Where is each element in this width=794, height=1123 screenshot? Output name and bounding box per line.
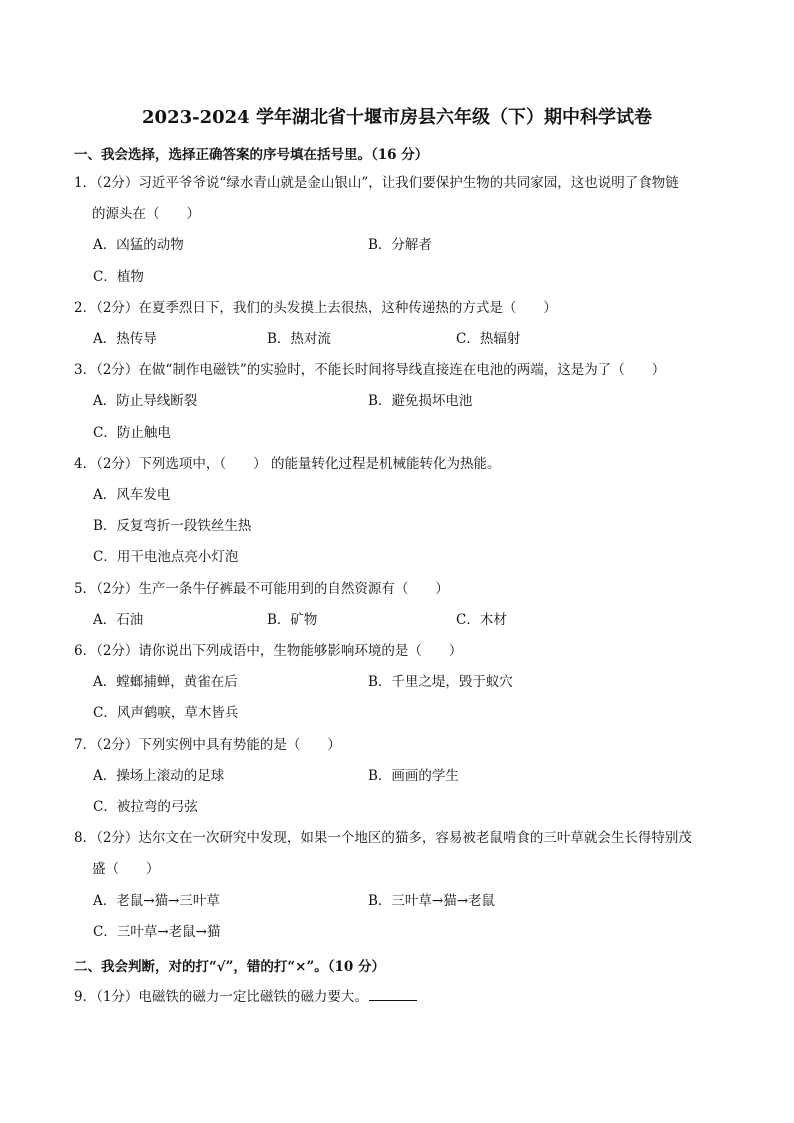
section-heading-2: 二、我会判断，对的打“√”，错的打“×”。（10 分） <box>74 959 385 975</box>
question-5-option-c: C．木材 <box>456 612 507 628</box>
question-7-option-b: B．画画的学生 <box>368 768 459 784</box>
question-4-option-a: A．风车发电 <box>93 487 171 503</box>
question-5-option-b: B．矿物 <box>267 612 318 628</box>
question-7-option-c: C．被拉弯的弓弦 <box>93 799 198 815</box>
question-3-option-b: B．避免损坏电池 <box>368 393 473 409</box>
question-3-stem: 3．（2分）在做“制作电磁铁”的实验时，不能长时间将导线直接连在电池的两端，这是为了（ ） <box>74 362 666 378</box>
section-heading-1: 一、我会选择，选择正确答案的序号填在括号里。（16 分） <box>74 147 429 163</box>
question-6-option-c: C．风声鹤唳，草木皆兵 <box>93 705 239 721</box>
question-7-option-a: A．操场上滚动的足球 <box>93 768 225 784</box>
question-6-option-a: A．螳螂捕蝉，黄雀在后 <box>93 674 238 690</box>
question-4-option-c: C．用干电池点亮小灯泡 <box>93 549 239 565</box>
question-2-option-a: A．热传导 <box>93 331 157 347</box>
answer-blank[interactable] <box>369 986 417 1001</box>
question-9-stem: 9．（1分）电磁铁的磁力一定比磁铁的磁力要大。 <box>74 989 368 1005</box>
question-8-option-b: B．三叶草→猫→老鼠 <box>368 893 496 909</box>
question-8-option-c: C．三叶草→老鼠→猫 <box>93 924 221 940</box>
question-1-stem: 1．（2分）习近平爷爷说“绿水青山就是金山银山”，让我们要保护生物的共同家园，这也说明了食物链 <box>74 175 679 191</box>
question-3-option-a: A．防止导线断裂 <box>93 393 198 409</box>
question-4-option-b: B．反复弯折一段铁丝生热 <box>93 518 252 534</box>
question-1-option-a: A．凶猛的动物 <box>93 237 184 253</box>
question-1-stem-cont: 的源头在（ ） <box>92 206 200 222</box>
question-8-stem-cont: 盛（ ） <box>92 861 160 877</box>
question-8-option-a: A．老鼠→猫→三叶草 <box>93 893 220 909</box>
question-1-option-c: C．植物 <box>93 269 144 285</box>
page-title: 2023-2024 学年湖北省十堰市房县六年级（下）期中科学试卷 <box>142 107 652 128</box>
question-9-line <box>74 986 417 1006</box>
question-2-option-b: B．热对流 <box>267 331 331 347</box>
question-8-stem: 8．（2分）达尔文在一次研究中发现，如果一个地区的猫多，容易被老鼠啃食的三叶草就会生长得特别茂 <box>74 830 692 846</box>
question-3-option-c: C．防止触电 <box>93 425 171 441</box>
question-2-stem: 2．（2分）在夏季烈日下，我们的头发摸上去很热，这种传递热的方式是（ ） <box>74 300 557 316</box>
question-5-stem: 5．（2分）生产一条牛仔裤最不可能用到的自然资源有（ ） <box>74 581 449 597</box>
question-6-option-b: B．千里之堤，毁于蚁穴 <box>368 674 513 690</box>
question-1-option-b: B．分解者 <box>368 237 432 253</box>
question-5-option-a: A．石油 <box>93 612 144 628</box>
question-4-stem: 4．（2分）下列选项中，（ ） 的能量转化过程是机械能转化为热能。 <box>74 456 501 472</box>
question-7-stem: 7．（2分）下列实例中具有势能的是（ ） <box>74 737 341 753</box>
question-6-stem: 6．（2分）请你说出下列成语中，生物能够影响环境的是（ ） <box>74 643 463 659</box>
question-2-option-c: C．热辐射 <box>456 331 521 347</box>
